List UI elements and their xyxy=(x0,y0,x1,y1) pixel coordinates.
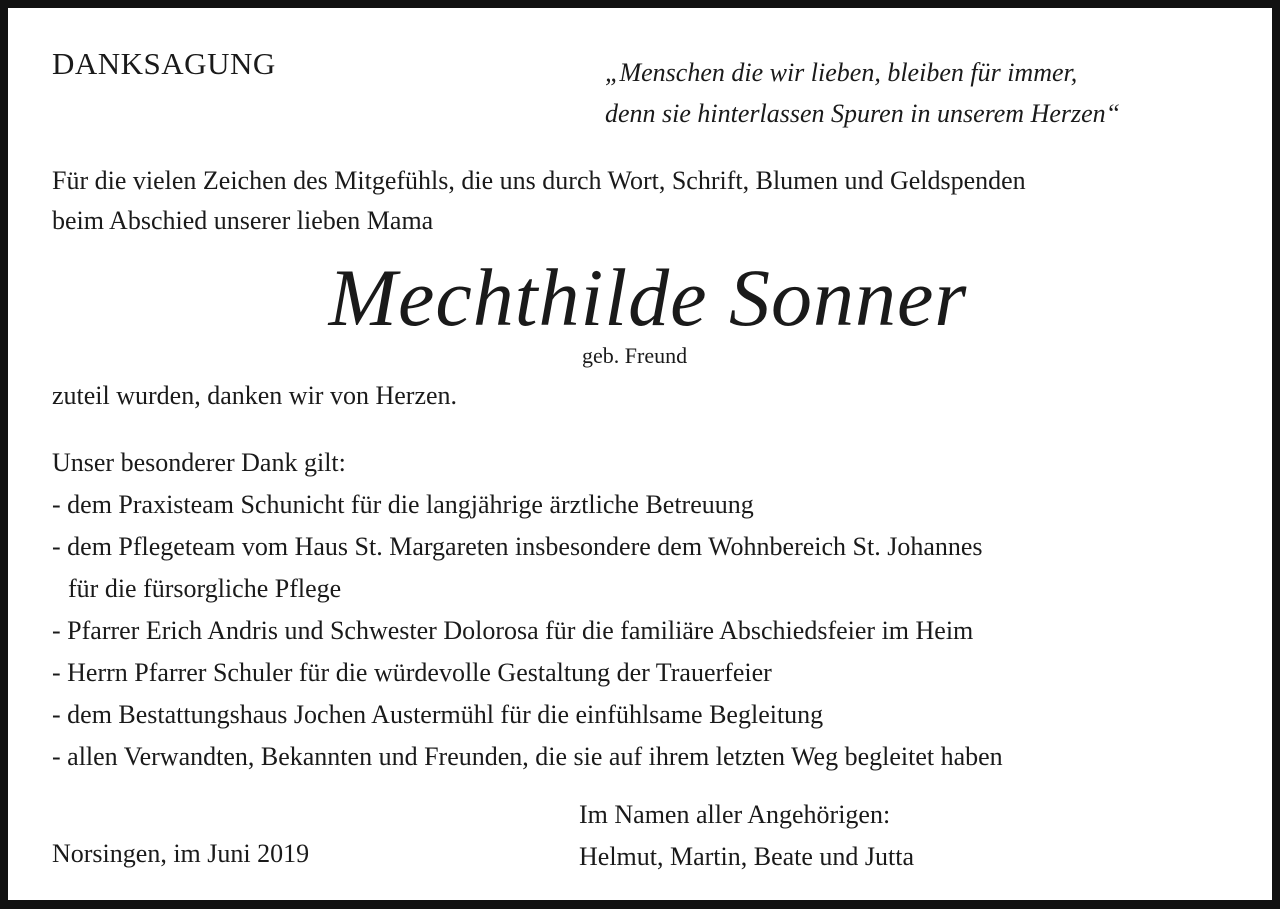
list-item: - dem Bestattungshaus Jochen Austermühl für die einfühlsame Begleitung xyxy=(52,700,824,729)
intro-line-1: Für die vielen Zeichen des Mitgefühls, die uns durch Wort, Schrift, Blumen und Geldspenden xyxy=(52,166,1026,195)
thanks-line: zuteil wurden, danken wir von Herzen. xyxy=(52,381,458,410)
intro-line-2: beim Abschied unserer lieben Mama xyxy=(52,206,434,235)
list-item: - Pfarrer Erich Andris und Schwester Dolorosa für die familiäre Abschiedsfeier im Heim xyxy=(52,616,974,645)
list-item: - Herrn Pfarrer Schuler für die würdevolle Gestaltung der Trauerfeier xyxy=(52,658,772,687)
special-thanks-section xyxy=(52,442,1003,778)
maiden-name: geb. Freund xyxy=(582,343,688,368)
intro-paragraph xyxy=(52,161,1026,241)
list-item: - allen Verwandten, Bekannten und Freunden, die sie auf ihrem letzten Weg begleitet haben xyxy=(52,742,1003,771)
deceased-name: Mechthilde Sonner xyxy=(328,252,968,343)
motto-line-2: denn sie hinterlassen Spuren in unserem Herzen“ xyxy=(605,99,1121,128)
list-item: - dem Praxisteam Schunicht für die langjährige ärztliche Betreuung xyxy=(52,490,754,519)
place-date: Norsingen, im Juni 2019 xyxy=(52,839,310,868)
signature-line-1: Im Namen aller Angehörigen: xyxy=(579,800,891,829)
motto-quote xyxy=(605,52,1120,134)
motto-line-1: „Menschen die wir lieben, bleiben für immer, xyxy=(605,58,1078,87)
notice-heading: DANKSAGUNG xyxy=(52,46,276,81)
list-item-continuation: für die fürsorgliche Pflege xyxy=(68,574,342,603)
signature-block xyxy=(579,794,914,878)
list-item: - dem Pflegeteam vom Haus St. Margareten insbesondere dem Wohnbereich St. Johannes xyxy=(52,532,983,561)
special-thanks-title: Unser besonderer Dank gilt: xyxy=(52,448,346,477)
signature-names: Helmut, Martin, Beate und Jutta xyxy=(579,842,915,871)
